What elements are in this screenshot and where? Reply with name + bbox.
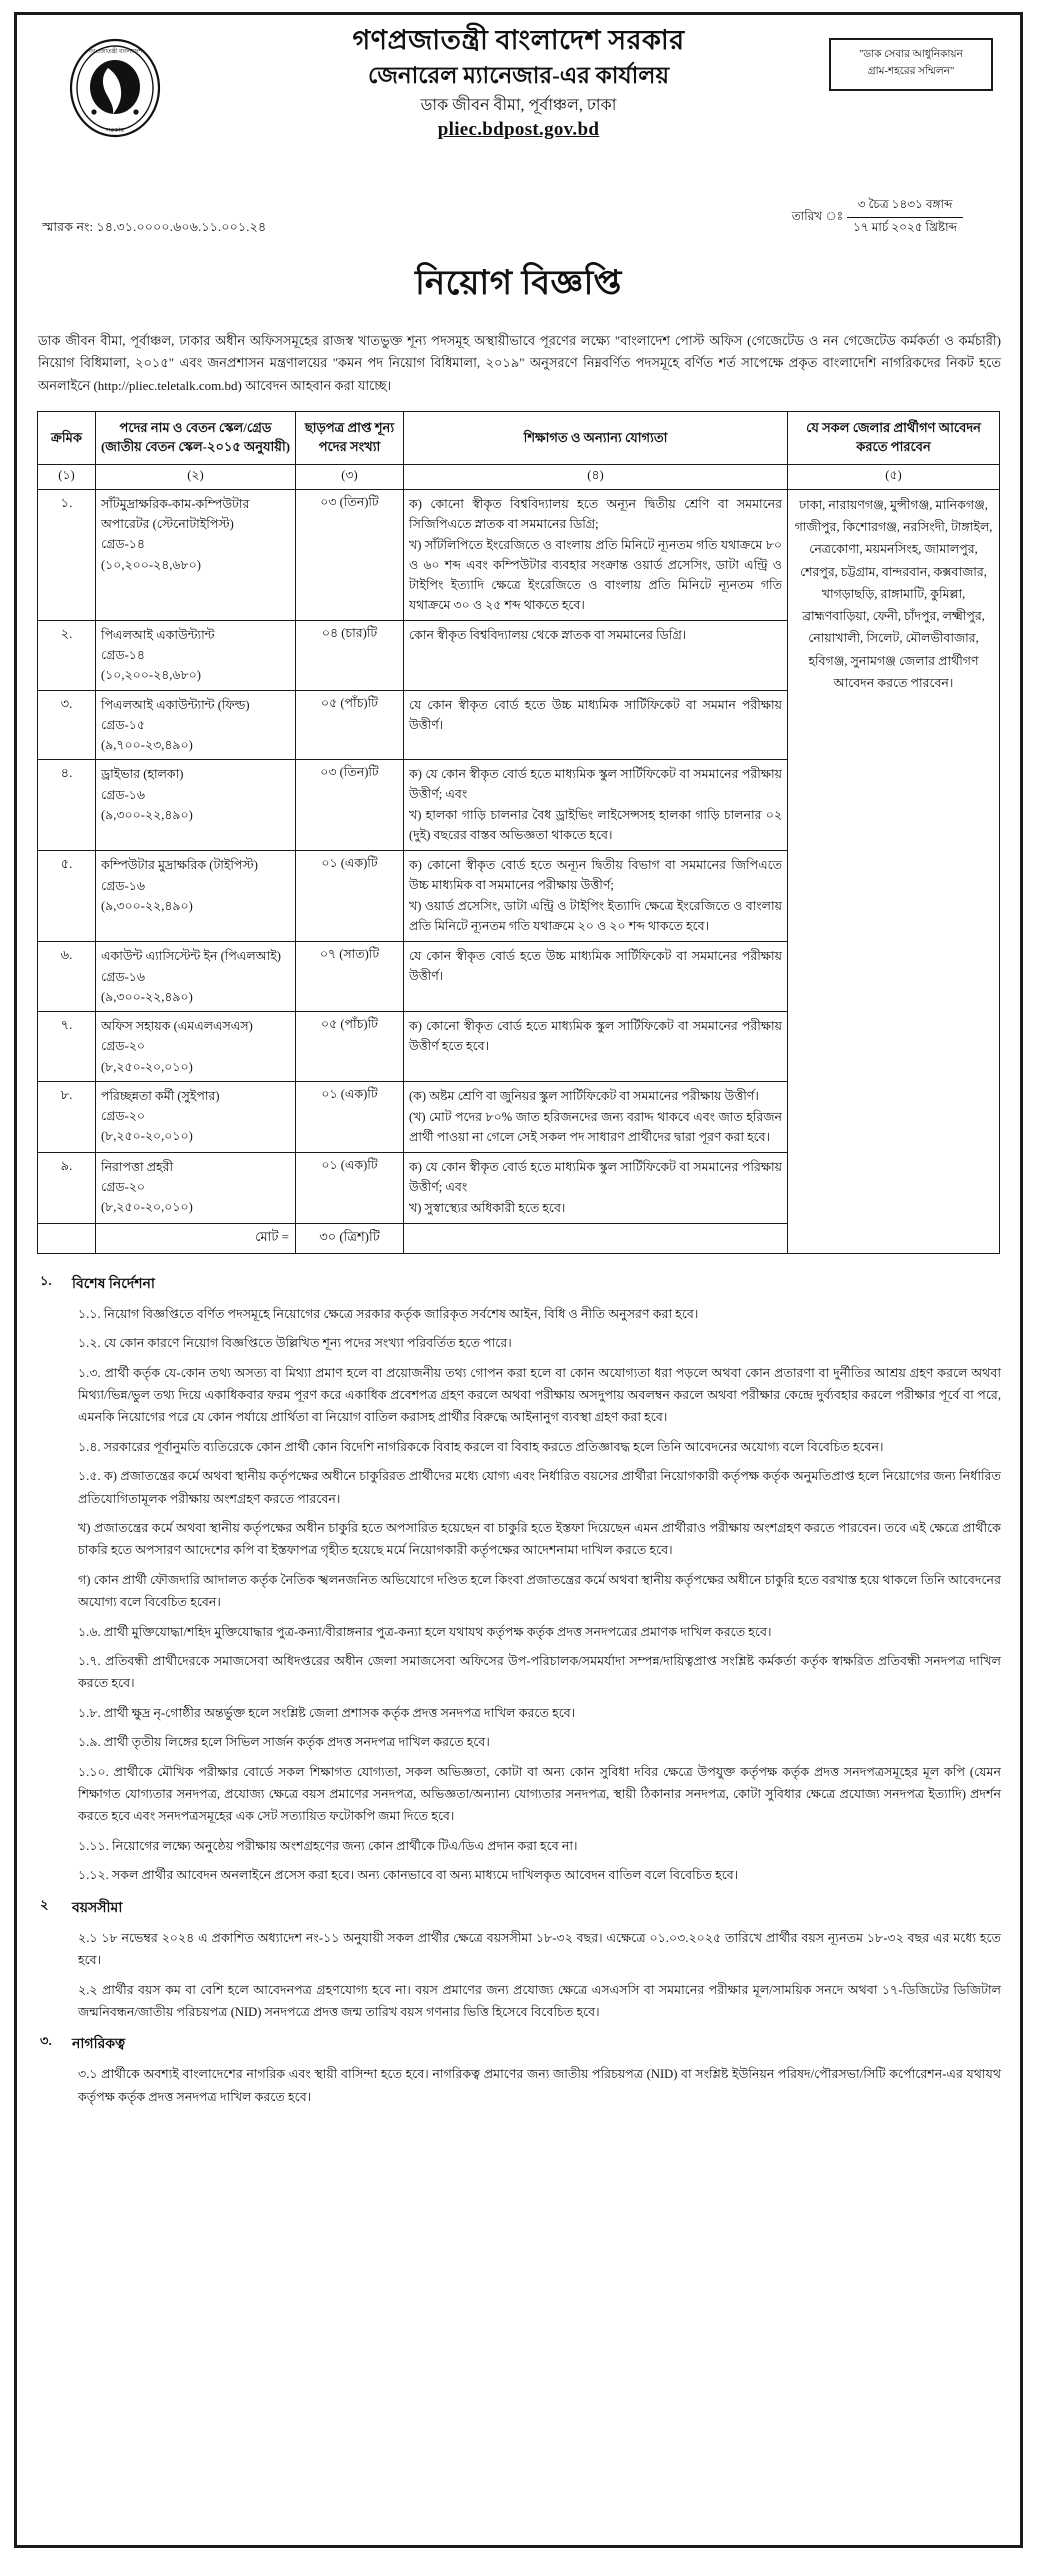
cell-vacancy-count: ০৩ (তিন)টি — [296, 760, 404, 851]
table-row — [38, 489, 1000, 620]
page-title: নিয়োগ বিজ্ঞপ্তি — [415, 265, 622, 302]
post-name: পরিচ্ছন্নতা কর্মী (সুইপার) — [101, 1088, 220, 1103]
section-item: ১.১১. নিয়োগের লক্ষ্যে অনুষ্ঠেয় পরীক্ষায় অংশগ্রহণের জন্য কোন প্রার্থীকে টিএ/ডিএ প্রদান করা হবে না। — [78, 1838, 578, 1853]
cell-serial: ৬. — [38, 942, 96, 1012]
total-empty-cell-2 — [404, 1223, 788, 1253]
post-name: পিএলআই একাউন্ট্যান্ট — [101, 627, 215, 642]
slogan-box — [829, 38, 993, 91]
section-item: খ) প্রজাতন্ত্রের কর্মে অথবা স্থানীয় কর্তৃপক্ষের অধীন চাকুরি হতে অপসারিত হয়েছেন বা চাকুরি হতে ইস্তফা দিয়েছেন এমন প্রার্থীরাও পরীক্ষায় অংশগ্রহণ করতে পারবেন। তবে এই ক্ষেত্রে প্রার্থীকে চাকরি হতে অপসারণ আদেশের কপি বা ইস্তফাপত্র গৃহীত হয়েছে মর্মে নিয়োগকারী কর্তৃপক্ষের আদেশনামা দাখিল করতে হবে। — [78, 1521, 1001, 1558]
date-bangla: ৩ চৈত্র ১৪৩১ বঙ্গাব্দ — [847, 196, 963, 218]
cell-vacancy-count: ০৭ (সাত)টি — [296, 942, 404, 1012]
cell-qualifications — [404, 489, 788, 620]
cell-serial: ৯. — [38, 1152, 96, 1223]
website-url[interactable]: pliec.bdpost.gov.bd — [437, 119, 600, 141]
svg-text:গণপ্রজাতন্ত্রী বাংলাদেশ: গণপ্রজাতন্ত্রী বাংলাদেশ — [87, 49, 143, 55]
post-grade: গ্রেড-২০ — [101, 1180, 146, 1195]
qualification-line: যে কোন স্বীকৃত বোর্ড হতে উচ্চ মাধ্যমিক সার্টিফিকেট বা সমমানের পরীক্ষায় উত্তীর্ণ। — [409, 949, 782, 984]
table-header — [38, 412, 1000, 490]
cell-qualifications — [404, 851, 788, 942]
qualification-line: যে কোন স্বীকৃত বোর্ড হতে উচ্চ মাধ্যমিক সার্টিফিকেট বা সমমান পরীক্ষায় উত্তীর্ণ। — [409, 697, 782, 732]
section-heading — [34, 2032, 1001, 2056]
cell-qualifications — [404, 942, 788, 1012]
section-heading — [34, 1272, 1001, 1296]
cell-vacancy-count: ০৫ (পাঁচ)টি — [296, 1012, 404, 1082]
section-item: ১.১. নিয়োগ বিজ্ঞপ্তিতে বর্ণিত পদসমূহে নিয়োগের ক্ষেত্রে সরকার কর্তৃক জারিকৃত সর্বশেষ আইন, বিধি ও নীতি অনুসরণ করা হবে। — [78, 1306, 699, 1321]
col-header-post-name: পদের নাম ও বেতন স্কেল/গ্রেড (জাতীয় বেতন স্কেল-২০১৫ অনুযায়ী) — [96, 412, 296, 465]
post-grade: গ্রেড-১৪ — [101, 537, 146, 552]
post-scale: (৯,৭০০-২৩,৪৯০) — [101, 738, 193, 753]
col-header-qualifications: শিক্ষাগত ও অন্যান্য যোগ্যতা — [404, 412, 788, 465]
post-grade: গ্রেড-১৬ — [101, 969, 146, 984]
total-label: মোট = — [96, 1223, 296, 1253]
post-grade: গ্রেড-১৫ — [101, 717, 146, 732]
cell-post-name — [96, 690, 296, 760]
table-header-row — [38, 412, 1000, 465]
office-subtitle: ডাক জীবন বীমা, পূর্বাঞ্চল, ঢাকা — [420, 96, 617, 114]
cell-eligible-districts: ঢাকা, নারায়ণগঞ্জ, মুন্সীগঞ্জ, মানিকগঞ্জ, গাজীপুর, কিশোরগঞ্জ, নরসিংদী, টাঙ্গাইল, নেত্রকোণা, ময়মনসিংহ, জামালপুর, শেরপুর, চট্টগ্রাম, বান্দরবান, কক্সবাজার, খাগড়াছড়ি, রাঙ্গামাটি, কুমিল্লা, ব্রাহ্মণবাড়িয়া, ফেনী, চাঁদপুর, লক্ষ্মীপুর, নোয়াখালী, সিলেট, মৌলভীবাজার, হবিগঞ্জ, সুনামগঞ্জ জেলার প্রার্থীগণ আবেদন করতে পারবেন। — [788, 489, 1000, 1253]
post-grade: গ্রেড-১৪ — [101, 648, 146, 663]
document-body — [28, 22, 1009, 2540]
cell-post-name — [96, 851, 296, 942]
cell-qualifications — [404, 620, 788, 690]
qualification-line: কোন স্বীকৃত বিশ্ববিদ্যালয় থেকে স্নাতক বা সমমানের ডিগ্রি। — [409, 627, 687, 642]
cell-post-name — [96, 760, 296, 851]
cell-qualifications — [404, 760, 788, 851]
section-item: ২.২ প্রার্থীর বয়স কম বা বেশি হলে আবেদনপত্র গ্রহণযোগ্য হবে না। বয়স প্রমাণের জন্য প্রযোজ্য ক্ষেত্রে এসএসসি বা সমমানের পরীক্ষার মূল/সাময়িক সনদে অথবা ১৭-ডিজিটের ডিজিটাল জন্মনিবন্ধন/জাতীয় পরিচয়পত্র (NID) সনদপত্রে প্রদত্ত জন্ম তারিখ বয়স গণনার ভিত্তি হিসেবে বিবেচিত হবে। — [78, 1982, 1001, 2019]
qualification-line: (ক) অষ্টম শ্রেণি বা জুনিয়র স্কুল সার্টিফিকেট বা সমমানের পরীক্ষায় উত্তীর্ণ। — [409, 1088, 759, 1103]
cell-serial: ৫. — [38, 851, 96, 942]
post-scale: (৮,২৫০-২০,০১০) — [101, 1129, 193, 1144]
cell-qualifications — [404, 1012, 788, 1082]
post-scale: (৯,৩০০-২২,৪৯০) — [101, 807, 193, 822]
section-number: ৩. — [40, 2033, 52, 2049]
post-scale: (৯,৩০০-২২,৪৯০) — [101, 989, 193, 1004]
memo-date-row — [28, 196, 1009, 239]
qualification-line: ক) যে কোন স্বীকৃত বোর্ড হতে মাধ্যমিক স্কুল সার্টিফিকেট বা সমমানের পরিক্ষায় উত্তীর্ণ; এবং — [409, 1159, 782, 1194]
cell-vacancy-count: ০১ (এক)টি — [296, 1152, 404, 1223]
section-item: ১.৮. প্রার্থী ক্ষুদ্র নৃ-গোষ্ঠীর অন্তর্ভুক্ত হলে সংশ্লিষ্ট জেলা প্রশাসক কর্তৃক প্রদত্ত সনদপত্র দাখিল করতে হবে। — [78, 1705, 576, 1720]
section-item: ১.২. যে কোন কারণে নিয়োগ বিজ্ঞপ্তিতে উল্লিখিত শূন্য পদের সংখ্যা পরিবর্তিত হতে পারে। — [78, 1336, 512, 1351]
svg-text:সরকার: সরকার — [106, 127, 124, 134]
post-grade: গ্রেড-২০ — [101, 1109, 146, 1124]
post-name: সাঁটমুদ্রাক্ষরিক-কাম-কম্পিউটার অপারেটর (স্টেনোটাইপিস্ট) — [101, 496, 250, 532]
table-column-number-row — [38, 464, 1000, 489]
section-item: গ) কোন প্রার্থী ফৌজদারি আদালত কর্তৃক নৈতিক স্খলনজনিত অভিযোগে দণ্ডিত হলে কিংবা প্রজাতন্ত্রের কর্মে অথবা স্থানীয় কর্তৃপক্ষের অধীনে চাকুরি হতে বরখাস্ত হয়ে থাকলে তিনি আবেদনের অযোগ্য বলে বিবেচিত হবেন। — [78, 1572, 1001, 1610]
section-item: ২.১ ১৮ নভেম্বর ২০২৪ এ প্রকাশিত অধ্যাদেশ নং-১১ অনুযায়ী সকল প্রার্থীর ক্ষেত্রে বয়সসীমা ১৮-৩২ বছর। এক্ষেত্রে ০১.০৩.২০২৫ তারিখে প্রার্থীর বয়স ন্যূনতম ১৮-৩২ বছর এর মধ্যে হতে হবে। — [78, 1930, 1001, 1968]
col-number-1: (১) — [38, 464, 96, 489]
cell-qualifications — [404, 1081, 788, 1152]
cell-serial: ১. — [38, 489, 96, 620]
post-name: কম্পিউটার মুদ্রাক্ষরিক (টাইপিস্ট) — [101, 858, 258, 873]
intro-paragraph: ডাক জীবন বীমা, পূর্বাঞ্চল, ঢাকার অধীন অফিসসমূহের রাজস্ব খাতভুক্ত শূন্য পদসমূহ অস্থায়ীভাবে পূরণের লক্ষ্যে "বাংলাদেশ পোস্ট অফিস (গেজেটেড ও নন গেজেটেড কর্মকর্তা ও কর্মচারী) নিয়োগ বিধিমালা, ২০১৫" এবং জনপ্রশাসন মন্ত্রণালয়ের "কমন পদ নিয়োগ বিধিমালা, ২০১৯" অনুসরণে নিম্নবর্ণিত পদসমূহে বর্ণিত শর্ত সাপেক্ষে প্রকৃত বাংলাদেশি নাগরিকদের নিকট হতে অনলাইনে (http://pliec.teletalk.com.bd) আবেদন আহবান করা যাচ্ছে। — [38, 333, 1001, 393]
post-scale: (৮,২৫০-২০,০১০) — [101, 1200, 193, 1215]
qualification-line: (খ) মোট পদের ৮০% জাত হরিজনদের জন্য বরাদ্দ থাকবে এবং জাত হরিজন প্রার্থী পাওয়া না গেলে সেই সকল পদ সাধারণ প্রার্থীদের দ্বারা পূরণ করা হবে। — [409, 1109, 782, 1144]
slogan-line-2: গ্রাম-শহরের সম্মিলন" — [867, 65, 955, 77]
qualification-line: ক) যে কোন স্বীকৃত বোর্ড হতে মাধ্যমিক স্কুল সার্টিফিকেট বা সমমানের পরীক্ষায় উত্তীর্ণ; এবং — [409, 767, 782, 802]
post-name: একাউন্ট এ্যাসিস্টেন্ট ইন (পিএলআই) — [101, 949, 281, 964]
notes-section — [28, 1272, 1009, 2108]
memo-number: স্মারক নং: ১৪.৩১.০০০০.৬০৬.১১.০০১.২৪ — [42, 220, 267, 234]
section-item: ১.১২. সকল প্রার্থীর আবেদন অনলাইনে প্রসেস করা হবে। অন্য কোনভাবে বা অন্য মাধ্যমে দাখিলকৃত আবেদন বাতিল বলে বিবেচিত হবে। — [78, 1868, 739, 1883]
col-header-vacancies: ছাড়পত্র প্রাপ্ত শূন্য পদের সংখ্যা — [296, 412, 404, 465]
cell-serial: ৪. — [38, 760, 96, 851]
date-stack — [847, 196, 963, 239]
total-value: ৩০ (ত্রিশ)টি — [296, 1223, 404, 1253]
qualification-line: ক) কোনো স্বীকৃত বোর্ড হতে মাধ্যমিক স্কুল সার্টিফিকেট বা সমমানের পরীক্ষায় উত্তীর্ণ হতে হবে। — [409, 1019, 782, 1054]
post-grade: গ্রেড-১৬ — [101, 787, 146, 802]
cell-vacancy-count: ০৫ (পাঁচ)টি — [296, 690, 404, 760]
post-name: পিএলআই একাউন্ট্যান্ট (ফিল্ড) — [101, 697, 250, 712]
section-item: ৩.১ প্রার্থীকে অবশ্যই বাংলাদেশের নাগরিক এবং স্থায়ী বাসিন্দা হতে হবে। নাগরিকত্ব প্রমাণের জন্য জাতীয় পরিচয়পত্র (NID) বা সংশ্লিষ্ট ইউনিয়ন পরিষদ/পৌরসভা/সিটি কর্পোরেশন-এর যথাযথ কর্তৃপক্ষ কর্তৃক প্রদত্ত সনদপত্র দাখিল করতে হবে। — [78, 2067, 1001, 2104]
section-item: ১.৭. প্রতিবন্ধী প্রার্থীদেরকে সমাজসেবা অধিদপ্তরের অধীন জেলা সমাজসেবা অফিসের উপ-পরিচালক/সমমর্যাদা সম্পন্ন/দায়িত্বপ্রাপ্ত সংশ্লিষ্ট কর্মকর্তা কর্তৃক স্বাক্ষরিত প্রতিবন্ধী সনদপত্র দাখিল করতে হবে। — [78, 1654, 1001, 1691]
bangladesh-government-emblem-icon — [68, 38, 162, 138]
qualification-line: ক) কোনো স্বীকৃত বোর্ড হতে অন্যূন দ্বিতীয় বিভাগ বা সমমানের জিপিএতে উচ্চ মাধ্যমিক বা সমমানের পরীক্ষায় উত্তীর্ণ; — [409, 858, 782, 893]
post-scale: (৯,৩০০-২২,৪৯০) — [101, 898, 193, 913]
cell-post-name — [96, 1152, 296, 1223]
col-header-districts: যে সকল জেলার প্রার্থীগণ আবেদন করতে পারবেন — [788, 412, 1000, 465]
total-empty-cell — [38, 1223, 96, 1253]
post-name: নিরাপত্তা প্রহরী — [101, 1159, 174, 1174]
cell-serial: ৮. — [38, 1081, 96, 1152]
cell-post-name — [96, 489, 296, 620]
post-name: অফিস সহায়ক (এমএলএসএস) — [101, 1019, 253, 1034]
document-header — [28, 22, 1009, 182]
section-item: ১.৫. ক) প্রজাতন্ত্রের কর্মে অথবা স্থানীয় কর্তৃপক্ষের অধীনে চাকুরিরত প্রার্থীদের মধ্যে যোগ্য এবং নির্ধারিত বয়সের প্রার্থীরা নিয়োগকারী কর্তৃপক্ষ কর্তৃক অনুমতিপ্রাপ্ত হলে নিয়োগের জন্য নির্ধারিত প্রতিযোগিতামূলক পরীক্ষায় অংশগ্রহণ করতে পারবেন। — [78, 1469, 1001, 1506]
cell-vacancy-count: ০৪ (চার)টি — [296, 620, 404, 690]
post-scale: (৮,২৫০-২০,০১০) — [101, 1059, 193, 1074]
cell-serial: ২. — [38, 620, 96, 690]
post-grade: গ্রেড-২০ — [101, 1039, 146, 1054]
cell-serial: ৭. — [38, 1012, 96, 1082]
col-number-2: (২) — [96, 464, 296, 489]
cell-post-name — [96, 620, 296, 690]
date-block — [792, 196, 1003, 239]
post-name: ড্রাইভার (হালকা) — [101, 767, 184, 782]
post-grade: গ্রেড-১৬ — [101, 878, 146, 893]
section-title: বয়সসীমা — [72, 1900, 123, 1916]
post-scale: (১০,২০০-২৪,৬৮০) — [101, 668, 201, 683]
date-english: ১৭ মার্চ ২০২৫ খ্রিষ্টাব্দ — [853, 220, 957, 234]
section-title: নাগরিকত্ব — [72, 2037, 126, 2053]
col-number-4: (৪) — [404, 464, 788, 489]
cell-post-name — [96, 1012, 296, 1082]
vacancy-table — [37, 411, 1000, 1254]
cell-serial: ৩. — [38, 690, 96, 760]
qualification-line: ক) কোনো স্বীকৃত বিশ্ববিদ্যালয় হতে অন্যূন দ্বিতীয় শ্রেণি বা সমমানের সিজিপিএতে স্নাতক বা সমমানের ডিগ্রি; — [409, 496, 782, 531]
table-body — [38, 489, 1000, 1253]
section-number: ২ — [40, 1896, 49, 1912]
qualification-line: খ) সুস্বাস্থ্যের অধিকারী হতে হবে। — [409, 1200, 566, 1215]
cell-post-name — [96, 1081, 296, 1152]
post-scale: (১০,২০০-২৪,৬৮০) — [101, 557, 201, 572]
section-item: ১.৩. প্রার্থী কর্তৃক যে-কোন তথ্য অসত্য বা মিথ্যা প্রমাণ হলে বা প্রয়োজনীয় তথ্য গোপন করা হলে বা কোন অযোগ্যতা ধরা পড়লে অথবা কোন প্রতারণা বা দুর্নীতির আশ্রয় গ্রহণ করলে অথবা মিথ্যা/ভিন্ন/ভুল তথ্য দিয়ে একাধিকবার ফরম পূরণ করে একাধিক প্রবেশপত্র গ্রহণ করলে অথবা পরীক্ষায় অসদুপায় অবলম্বন করলে অথবা পরীক্ষার কেন্দ্রে দুর্ব্যবহার করলে পরীক্ষার পূর্বে বা পরে, এমনকি নিয়োগের পরে যে কোন পর্যায়ে প্রার্থিতা বা নিয়োগ বাতিল করাসহ প্রার্থীর বিরুদ্ধে আইনানুগ ব্যবস্থা গ্রহণ করা হবে। — [78, 1365, 1001, 1425]
qualification-line: খ) ওয়ার্ড প্রসেসিং, ডাটা এন্ট্রি ও টাইপিং ইত্যাদি ক্ষেত্রে ইংরেজিতে ও বাংলায় প্রতি মিনিটে ন্যূনতম গতি যথাক্রমে ২০ ও ২০ শব্দ থাকতে হবে। — [409, 899, 782, 934]
section-title: বিশেষ নির্দেশনা — [72, 1276, 155, 1292]
qualification-line: খ) হালকা গাড়ি চালনার বৈধ ড্রাইভিং লাইসেন্সসহ হালকা গাড়ি চালনার ০২ (দুই) বছরের বাস্তব অভিজ্ঞতা থাকতে হবে। — [409, 808, 782, 843]
col-number-5: (৫) — [788, 464, 1000, 489]
cell-vacancy-count: ০১ (এক)টি — [296, 851, 404, 942]
cell-post-name — [96, 942, 296, 1012]
cell-vacancy-count: ০১ (এক)টি — [296, 1081, 404, 1152]
qualification-line: খ) সাঁটলিপিতে ইংরেজিতে ও বাংলায় প্রতি মিনিটে ন্যূনতম গতি যথাক্রমে ৮০ ও ৬০ শব্দ এবং কম্পিউটার ব্যবহার সংক্রান্ত ওয়ার্ড প্রসেসিং, ডাটা এন্ট্রি ও টাইপিং ইত্যাদি ক্ষেত্রে ইংরেজিতে ও বাংলায় প্রতি মিনিটে ন্যূনতম গতি যথাক্রমে ৩০ ও ২৫ শব্দ থাকতে হবে। — [409, 537, 782, 612]
section-item: ১.৬. প্রার্থী মুক্তিযোদ্ধা/শহিদ মুক্তিযোদ্ধার পুত্র-কন্যা/বীরাঙ্গনার পুত্র-কন্যা হলে যথাযথ কর্তৃপক্ষ কর্তৃক প্রদত্ত সনদপত্রের প্রমাণক দাখিল করতে হবে। — [78, 1624, 772, 1639]
section-item: ১.১০. প্রার্থীকে মৌখিক পরীক্ষার বোর্ডে সকল শিক্ষাগত যোগ্যতা, সকল অভিজ্ঞতা, কোটা বা অন্য কোন সুবিধা দবির ক্ষেত্রে উপযুক্ত কর্তৃপক্ষ কর্তৃক প্রদত্ত সনদপত্রসমূহের মূল কপি (যেমন শিক্ষাগত যোগ্যতার সনদপত্র, প্রযোজ্য ক্ষেত্রে বয়স প্রমাণের সনদপত্র, অভিজ্ঞতা/অন্যান্য যোগ্যতার সনদপত্র, স্থায়ী ঠিকানার সনদপত্র, কোটা সুবিধার ক্ষেত্রে প্রযোজ্য সনদপত্র ইত্যাদি) প্রদর্শন করতে হবে এবং সনদপত্রসমূহের এক সেট সত্যায়িত ফটোকপি জমা দিতে হবে। — [78, 1764, 1001, 1824]
section-item: ১.৯. প্রার্থী তৃতীয় লিঙ্গের হলে সিভিল সার্জন কর্তৃক প্রদত্ত সনদপত্র দাখিল করতে হবে। — [78, 1735, 490, 1750]
section-number: ১. — [40, 1272, 52, 1288]
section-heading — [34, 1896, 1001, 1920]
cell-qualifications — [404, 690, 788, 760]
government-title: গণপ্রজাতন্ত্রী বাংলাদেশ সরকার — [352, 25, 685, 55]
date-label: তারিখ ঃ — [791, 208, 844, 223]
slogan-line-1: "ডাক সেবার আধুনিকায়ন — [859, 49, 963, 60]
col-header-serial: ক্রমিক — [38, 412, 96, 465]
office-title: জেনারেল ম্যানেজার-এর কার্যালয় — [368, 63, 669, 89]
cell-qualifications — [404, 1152, 788, 1223]
col-number-3: (৩) — [296, 464, 404, 489]
cell-vacancy-count: ০৩ (তিন)টি — [296, 489, 404, 620]
section-item: ১.৪. সরকারের পূর্বানুমতি ব্যতিরেকে কোন প্রার্থী কোন বিদেশি নাগরিককে বিবাহ করলে বা বিবাহ করতে প্রতিজ্ঞাবদ্ধ হলে তিনি আবেদনের অযোগ্য বলে বিবেচিত হবেন। — [78, 1439, 884, 1454]
